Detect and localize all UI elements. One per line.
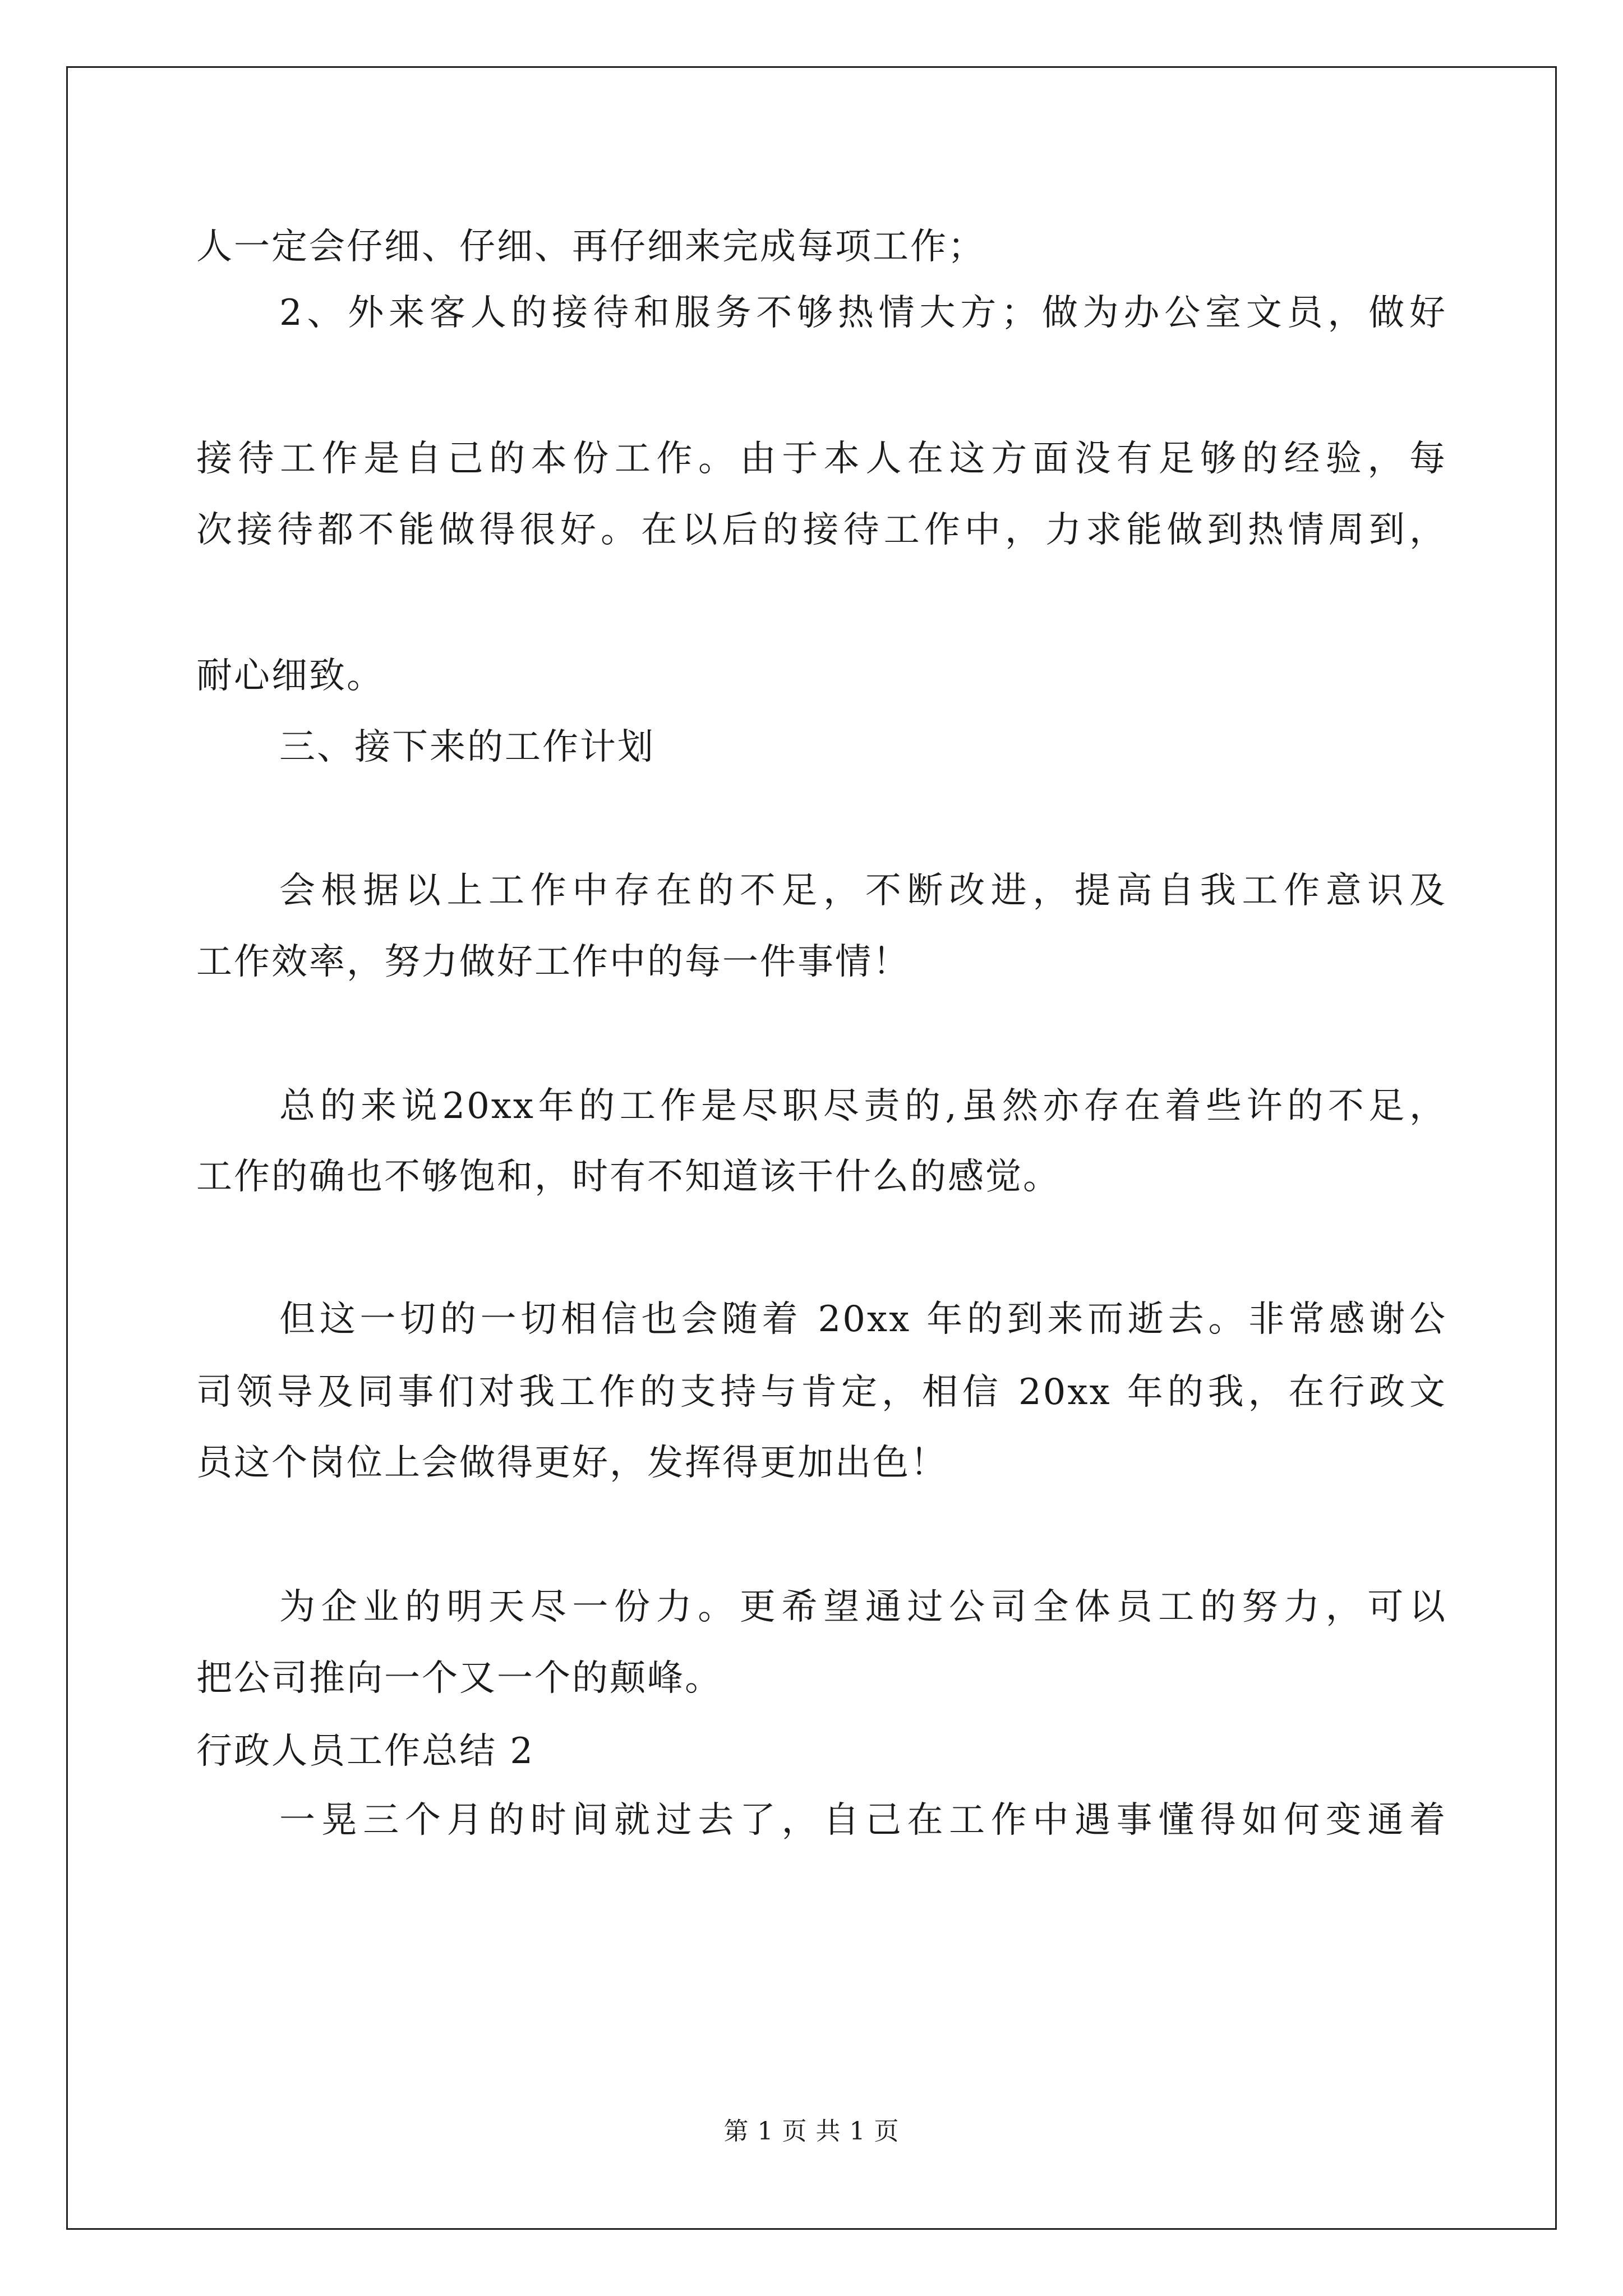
paragraph-line: 工作的确也不够饱和，时有不知道该干什么的感觉。 <box>196 1156 1061 1198</box>
paragraph-line: 但这一切的一切相信也会随着 20xx 年的到来而逝去。非常感谢公 <box>279 1299 1447 1340</box>
paragraph-line: 司领导及同事们对我工作的支持与肯定，相信 20xx 年的我，在行政文 <box>196 1372 1447 1413</box>
section-heading: 三、接下来的工作计划 <box>279 726 655 768</box>
paragraph-line: 员这个岗位上会做得更好，发挥得更加出色！ <box>196 1442 948 1484</box>
paragraph-line: 2、外来客人的接待和服务不够热情大方；做为办公室文员，做好 <box>279 292 1447 334</box>
paragraph-line: 接待工作是自己的本份工作。由于本人在这方面没有足够的经验，每 <box>196 438 1447 480</box>
paragraph-line: 为企业的明天尽一份力。更希望通过公司全体员工的努力，可以 <box>279 1586 1447 1628</box>
paragraph-line: 次接待都不能做得很好。在以后的接待工作中，力求能做到热情周到， <box>196 509 1447 551</box>
page-number-footer: 第 1 页 共 1 页 <box>723 2117 900 2146</box>
paragraph-line: 一晃三个月的时间就过去了，自己在工作中遇事懂得如何变通着 <box>279 1800 1447 1841</box>
paragraph-line: 耐心细致。 <box>196 655 384 697</box>
paragraph-line: 人一定会仔细、仔细、再仔细来完成每项工作； <box>196 226 985 268</box>
paragraph-line: 工作效率，努力做好工作中的每一件事情！ <box>196 941 910 983</box>
paragraph-line: 总的来说20xx年的工作是尽职尽责的,虽然亦存在着些许的不足， <box>279 1085 1447 1127</box>
page-border <box>66 66 1557 2230</box>
paragraph-line: 把公司推向一个又一个的颠峰。 <box>196 1658 722 1699</box>
paragraph-line: 会根据以上工作中存在的不足，不断改进，提高自我工作意识及 <box>279 870 1447 912</box>
document-subtitle: 行政人员工作总结 2 <box>196 1731 535 1772</box>
